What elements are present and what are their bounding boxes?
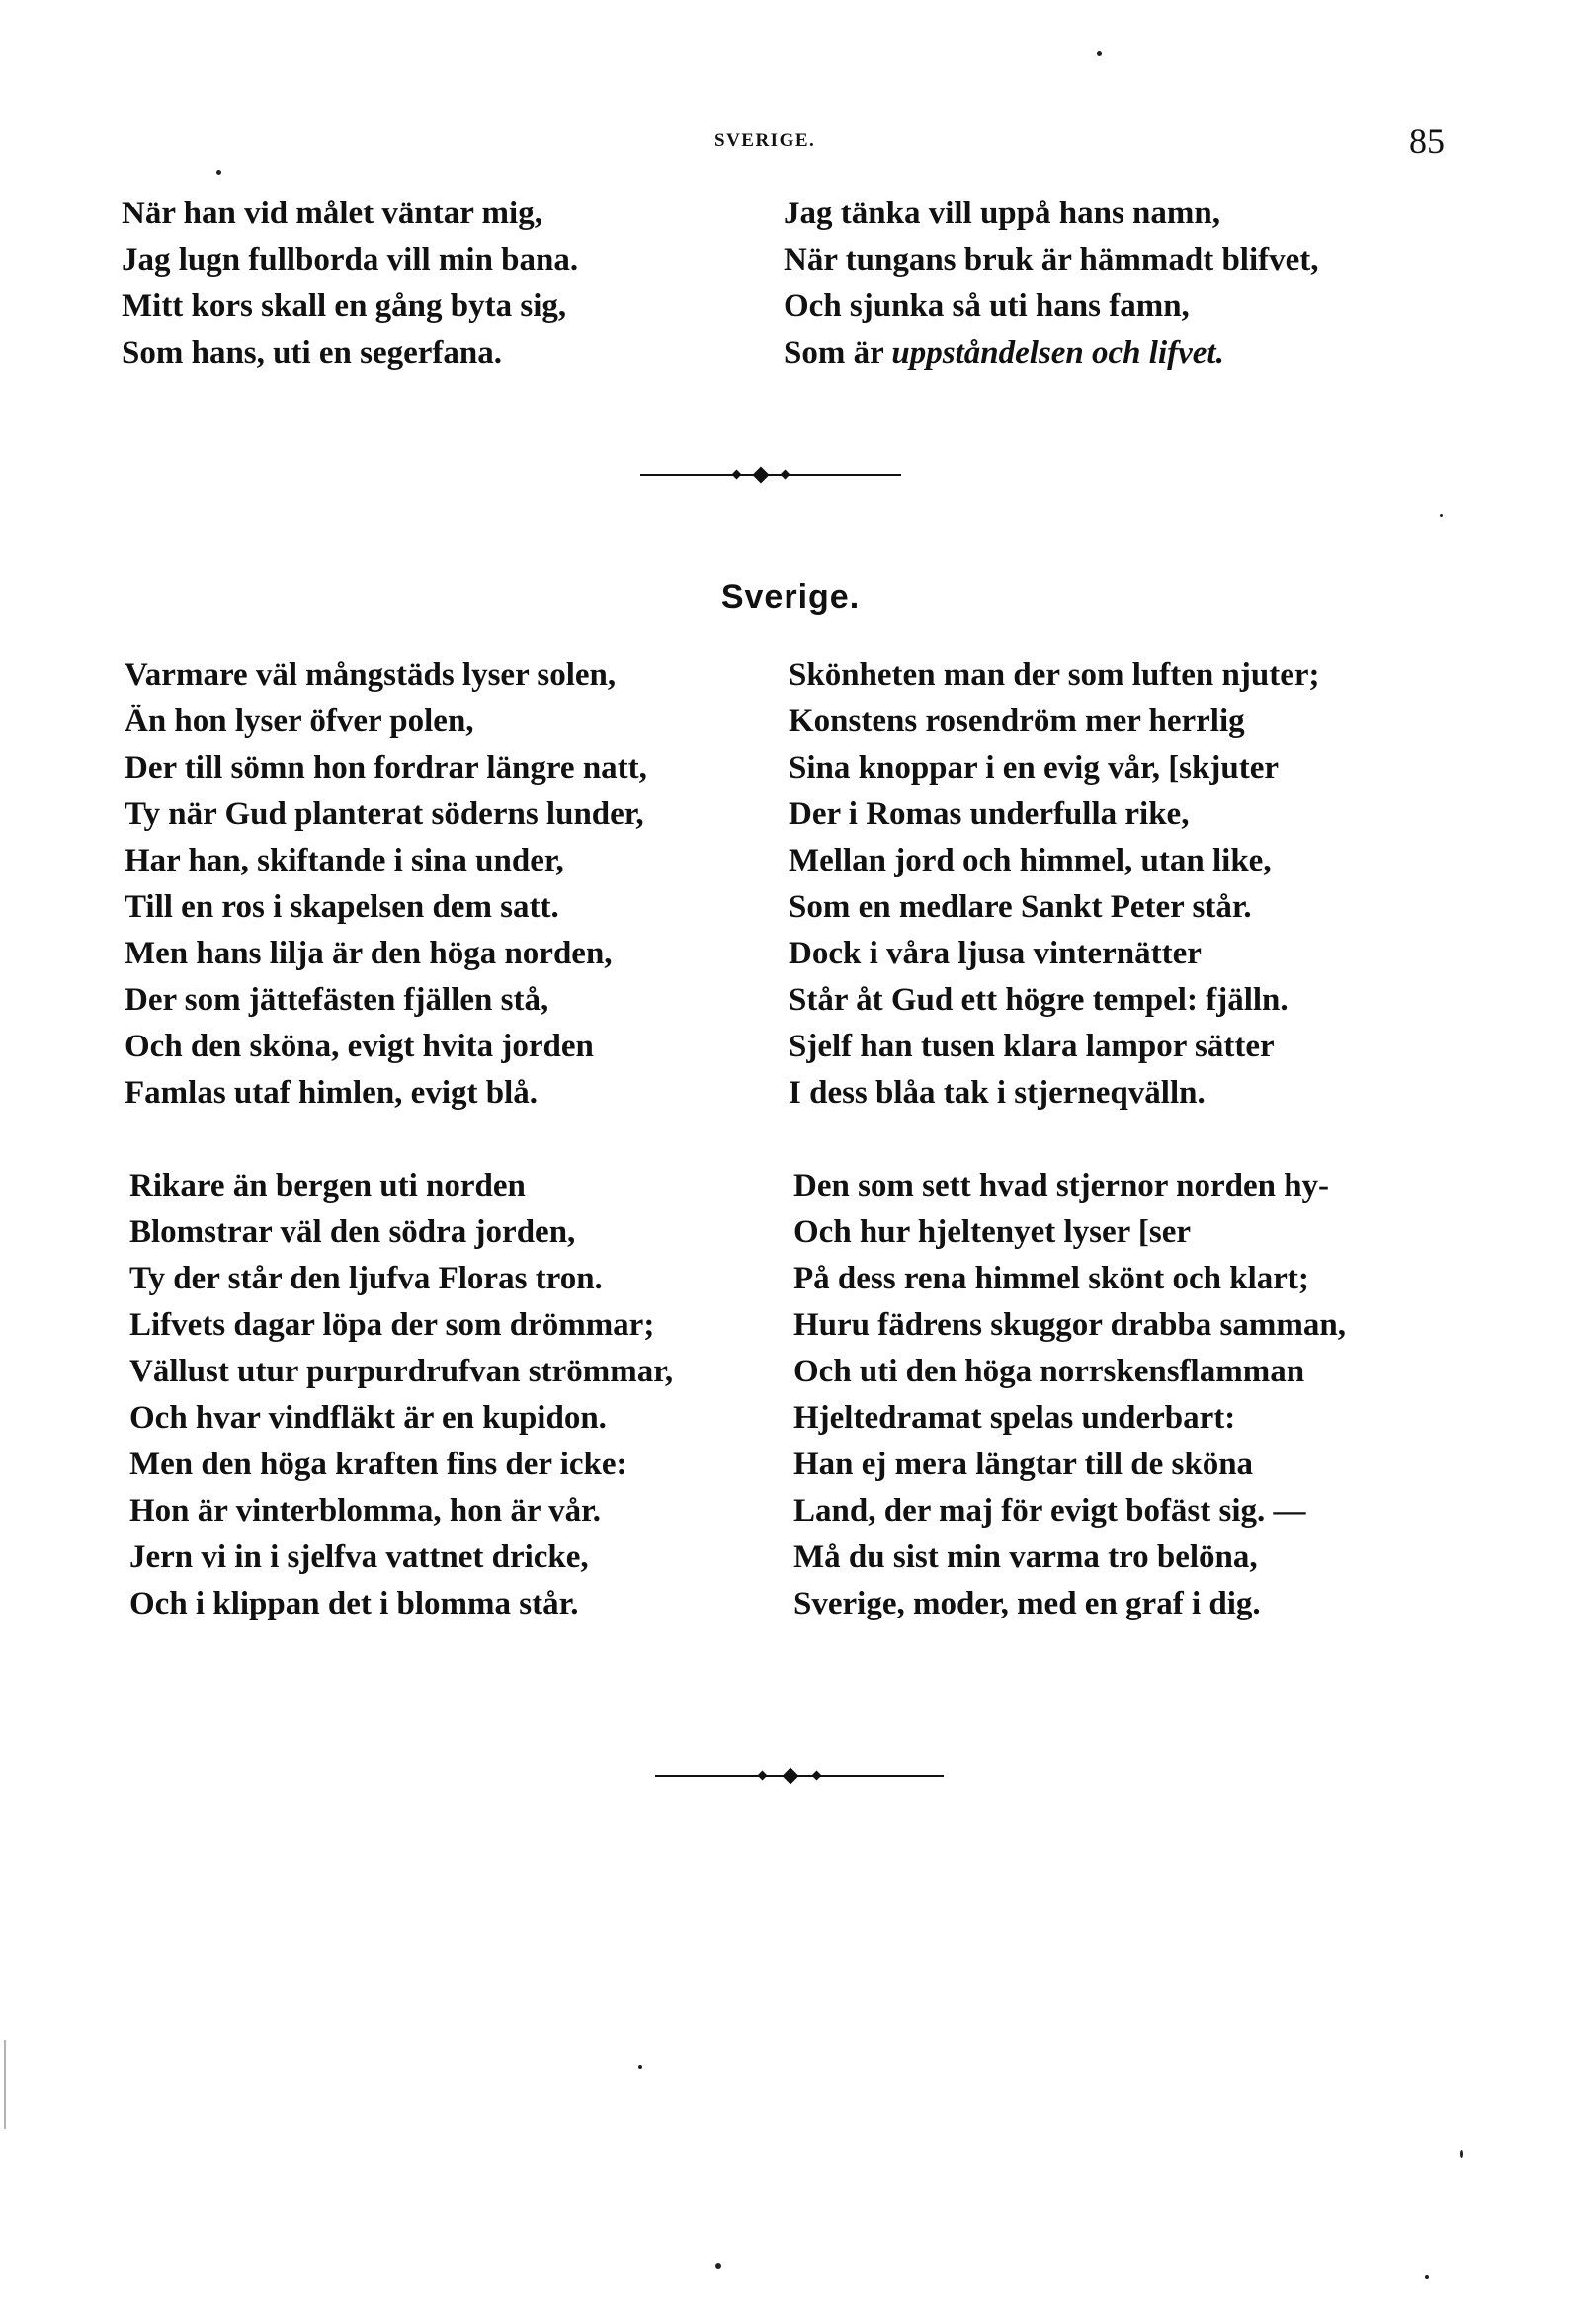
divider-dot	[781, 470, 790, 480]
scan-speck	[1460, 2150, 1463, 2158]
verse-line: Rikare än bergen uti norden	[129, 1168, 526, 1204]
scan-speck	[715, 2263, 721, 2269]
verse-line: Vällust utur purpurdrufvan strömmar,	[129, 1354, 674, 1389]
verse-line: Som hans, uti en segerfana.	[122, 335, 503, 371]
verse-line: Till en ros i skapelsen dem satt.	[125, 889, 559, 925]
verse-line-plain: Som är	[784, 335, 892, 371]
ornamental-divider-top	[640, 468, 901, 482]
prev-poem-right-stanza	[784, 191, 1319, 376]
verse-line: Varmare väl mångstäds lyser solen,	[125, 657, 617, 693]
verse-line: Och den sköna, evigt hvita jorden	[125, 1029, 594, 1064]
verse-line: Hon är vinterblomma, hon är vår.	[129, 1493, 602, 1529]
verse-line: Der i Romas underfulla rike,	[789, 796, 1190, 832]
verse-line: Sina knoppar i en evig vår, [skjuter	[789, 750, 1279, 786]
verse-line: När han vid målet väntar mig,	[122, 196, 542, 231]
verse-line: På dess rena himmel skönt och klart;	[793, 1261, 1309, 1296]
verse-line: Han ej mera längtar till de sköna	[793, 1447, 1254, 1482]
verse-line: Ty der står den ljufva Floras tron.	[129, 1261, 603, 1296]
page-number: 85	[1409, 122, 1445, 161]
verse-line: Hjeltedramat spelas underbart:	[793, 1400, 1236, 1436]
verse-line: Har han, skiftande i sina under,	[125, 843, 564, 878]
verse-line: Och uti den höga norrskensflamman	[793, 1354, 1305, 1389]
verse-line: Men hans lilja är den höga norden,	[125, 936, 613, 971]
verse-line: Konstens rosendröm mer herrlig	[789, 704, 1245, 739]
verse-line: Mellan jord och himmel, utan like,	[789, 843, 1272, 878]
verse-line: Skönheten man der som luften njuter;	[789, 657, 1320, 693]
scan-speck	[1440, 514, 1443, 517]
divider-dot	[732, 470, 742, 480]
verse-line: I dess blåa tak i stjerneqvälln.	[789, 1075, 1206, 1111]
verse-line: Jag lugn fullborda vill min bana.	[122, 242, 579, 278]
divider-rule	[655, 1775, 944, 1777]
verse-line: Och i klippan det i blomma står.	[129, 1586, 579, 1621]
scan-edge-mark	[4, 2040, 6, 2129]
verse-line: Står åt Gud ett högre tempel: fjälln.	[789, 982, 1289, 1018]
verse-line: Lifvets dagar löpa der som drömmar;	[129, 1307, 655, 1343]
verse-line: Der till sömn hon fordrar längre natt,	[125, 750, 647, 786]
verse-line: Som en medlare Sankt Peter står.	[789, 889, 1252, 925]
scan-speck	[1425, 2275, 1429, 2279]
divider-diamond	[753, 467, 770, 484]
stanza-2-left	[129, 1163, 673, 1627]
divider-diamond	[783, 1768, 799, 1784]
verse-line: Den som sett hvad stjernor norden hy-	[793, 1168, 1330, 1204]
verse-line: Land, der maj för evigt bofäst sig. —	[793, 1493, 1306, 1529]
verse-line: Än hon lyser öfver polen,	[125, 704, 474, 739]
running-title: SVERIGE.	[714, 130, 816, 151]
poem-title: Sverige.	[720, 578, 861, 616]
stanza-1-right	[789, 652, 1320, 1117]
divider-dot	[758, 1771, 768, 1781]
verse-line: Och hur hjeltenyet lyser [ser	[793, 1214, 1192, 1250]
verse-line: Jag tänka vill uppå hans namn,	[784, 196, 1221, 231]
divider-dot	[812, 1771, 822, 1781]
stanza-2-right	[793, 1163, 1346, 1627]
verse-line: Sjelf han tusen klara lampor sätter	[789, 1029, 1275, 1064]
verse-line: Blomstrar väl den södra jorden,	[129, 1214, 576, 1250]
verse-line: Der som jättefästen fjällen stå,	[125, 982, 549, 1018]
verse-line: Dock i våra ljusa vinternätter	[789, 936, 1202, 971]
verse-line: Och hvar vindfläkt är en kupidon.	[129, 1400, 607, 1436]
verse-line: Mitt kors skall en gång byta sig,	[122, 289, 567, 324]
scan-speck	[638, 2065, 642, 2069]
verse-line	[784, 330, 1319, 376]
verse-line: När tungans bruk är hämmadt blifvet,	[784, 242, 1319, 278]
stanza-1-left	[125, 652, 647, 1117]
prev-poem-left-stanza	[122, 191, 578, 376]
verse-line: Sverige, moder, med en graf i dig.	[793, 1586, 1261, 1621]
verse-line: Huru fädrens skuggor drabba samman,	[793, 1307, 1346, 1343]
verse-line-italic: uppståndelsen och lifvet.	[891, 335, 1224, 371]
verse-line: Må du sist min varma tro belöna,	[793, 1539, 1258, 1575]
divider-rule	[640, 474, 901, 476]
scan-speck	[216, 170, 221, 175]
verse-line: Men den höga kraften fins der icke:	[129, 1447, 627, 1482]
verse-line: Och sjunka så uti hans famn,	[784, 289, 1190, 324]
verse-line: Famlas utaf himlen, evigt blå.	[125, 1075, 538, 1111]
scan-speck	[1097, 51, 1102, 56]
verse-line: Ty när Gud planterat söderns lunder,	[125, 796, 644, 832]
running-head	[0, 121, 1581, 160]
verse-line: Jern vi in i sjelfva vattnet dricke,	[129, 1539, 589, 1575]
ornamental-divider-bottom	[655, 1769, 944, 1783]
